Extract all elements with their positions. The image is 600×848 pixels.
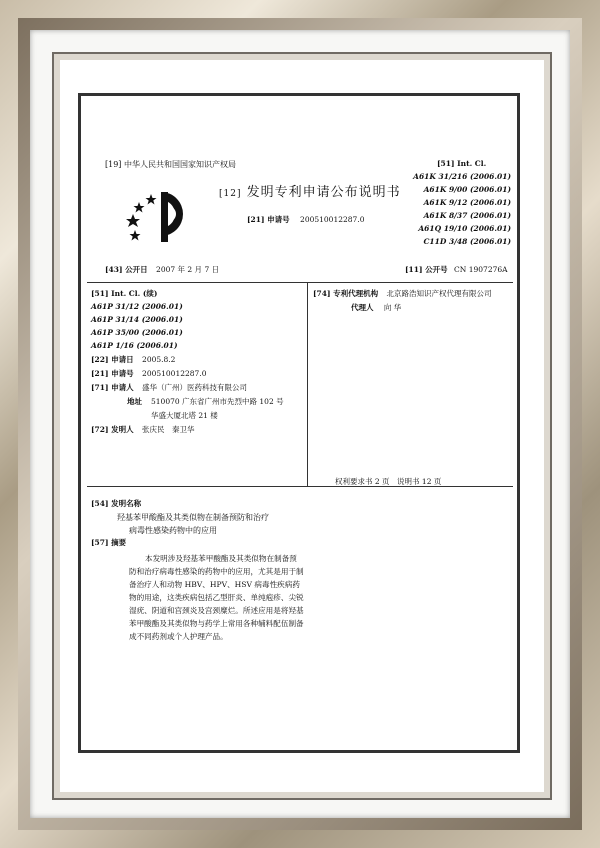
ipc-cont-item: A61P 31/12 (2006.01) xyxy=(91,302,183,311)
applicant-value: 盛华（广州）医药科技有限公司 xyxy=(142,383,248,392)
ipc-item: A61K 31/216 (2006.01) xyxy=(413,172,511,181)
pub-date-label: [43] 公开日 xyxy=(105,265,148,274)
agency-value: 北京路浩知识产权代理有限公司 xyxy=(386,289,492,298)
patent-document xyxy=(78,93,520,753)
agent-label: 代理人 xyxy=(351,303,374,312)
doc-type-title: 发明专利申请公布说明书 xyxy=(246,185,401,200)
agent-value: 向 华 xyxy=(383,303,402,312)
inventor-label: [72] 发明人 xyxy=(91,425,134,434)
invention-title-line-1: 羟基苯甲酸酯及其类似物在制备预防和治疗 xyxy=(117,513,269,522)
ipc-cont-label: [51] Int. Cl. (续) xyxy=(91,289,158,298)
invention-title-line-2: 病毒性感染药物中的应用 xyxy=(129,526,217,535)
cnipa-logo-icon xyxy=(125,184,205,244)
authority-label: [19] 中华人民共和国国家知识产权局 xyxy=(105,160,236,169)
pub-date-value: 2007 年 2 月 7 日 xyxy=(156,265,220,274)
applicant-label: [71] 申请人 xyxy=(91,383,134,392)
abstract-text: 本发明涉及羟基苯甲酸酯及其类似物在制备预防和治疗病毒性感染的药物中的应用，尤其是用于制备治疗人和动物 HBV、HPV、HSV 病毒性疾病药物的用途，这类疾病包括乙型肝炎、单纯疱疹、尖锐湿疣、阴道和宫颈炎及宫颈糜烂。所述应用是将羟基苯甲酸酯及其类似物与药学上常用各种辅料配伍制备成不同药剂或个人护理产品。 xyxy=(129,554,304,641)
filing-date-value: 2005.8.2 xyxy=(142,355,176,364)
ipc-cont-item: A61P 1/16 (2006.01) xyxy=(91,341,178,350)
title-label: [54] 发明名称 xyxy=(91,499,142,508)
inventor-value: 张庆民 秦卫华 xyxy=(142,425,195,434)
ipc-cont-item: A61P 35/00 (2006.01) xyxy=(91,328,183,337)
page-count: 权利要求书 2 页 说明书 12 页 xyxy=(335,477,442,486)
left-app-no-label: [21] 申请号 xyxy=(91,369,134,378)
ipc-label: [51] Int. Cl. xyxy=(437,159,487,168)
ipc-item: A61K 9/00 (2006.01) xyxy=(423,185,511,194)
left-app-no-value: 200510012287.0 xyxy=(142,369,207,378)
agency-label: [74] 专利代理机构 xyxy=(313,289,379,298)
address-line-2: 华盛大厦北塔 21 楼 xyxy=(151,411,218,420)
ipc-item: A61Q 19/10 (2006.01) xyxy=(418,224,511,233)
app-no-label: [21] 申请号 xyxy=(247,215,290,224)
app-no-value: 200510012287.0 xyxy=(300,215,365,224)
filing-date-label: [22] 申请日 xyxy=(91,355,134,364)
ipc-item: A61K 9/12 (2006.01) xyxy=(423,198,511,207)
column-divider xyxy=(307,282,308,486)
ipc-item: C11D 3/48 (2006.01) xyxy=(423,237,511,246)
pub-no-label: [11] 公开号 xyxy=(405,265,448,274)
address-label: 地址 xyxy=(127,397,142,406)
divider xyxy=(87,282,513,283)
ipc-item: A61K 8/37 (2006.01) xyxy=(423,211,511,220)
pub-no-value: CN 1907276A xyxy=(454,265,508,274)
ipc-cont-item: A61P 31/14 (2006.01) xyxy=(91,315,183,324)
abstract-label: [57] 摘要 xyxy=(91,538,127,547)
doc-type-code: [12] xyxy=(219,189,242,199)
divider xyxy=(87,486,513,487)
address-line-1: 510070 广东省广州市先烈中路 102 号 xyxy=(151,397,284,406)
